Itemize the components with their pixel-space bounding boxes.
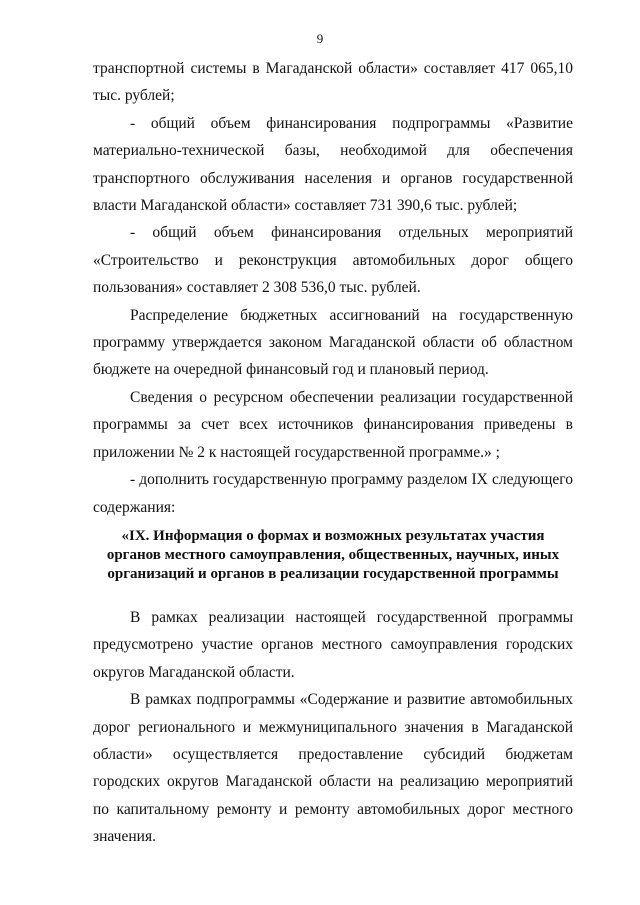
paragraph-resource-info: Сведения о ресурсном обеспечении реализации государственной программы за счет всех источников финансирования приведены в приложении № 2 к настоящей государственной программе.» ;: [93, 388, 573, 461]
section-heading: «IX. Информация о формах и возможных результатах участия органов местного самоуправления, общественных, научных, иных организаций и органов в реализации государственной программы: [106, 527, 560, 582]
paragraph-add-section: - дополнить государственную программу разделом IX следующего содержания:: [93, 471, 573, 516]
paragraph-local-government: В рамках реализации настоящей государственной программы предусмотрено участие органов местного самоуправления городских округов Магаданской области.: [93, 608, 573, 681]
paragraph-road-subsidies: В рамках подпрограммы «Содержание и развитие автомобильных дорог регионального и межмуниципального значения в Магаданской области» осуществляется предоставление субсидий бюджетам городских округов Магаданской области на реализацию мероприятий по капитальному ремонту и ремонту автомобильных дорог местного значения.: [93, 691, 573, 846]
paragraph-road-construction: - общий объем финансирования отдельных мероприятий «Строительство и реконструкция автомобильных дорог общего пользования» составляет 2 308 536,0 тыс. рублей.: [93, 224, 573, 297]
paragraph-subprogram-material-base: - общий объем финансирования подпрограммы «Развитие материально-технической базы, необходимой для обеспечения транспортного обслуживания населения и органов государственной власти Магаданской области» составляет 731 390,6 тыс. рублей;: [93, 114, 573, 215]
document-body: [93, 55, 573, 851]
paragraph-budget-allocation: Распределение бюджетных ассигнований на государственную программу утверждается законом Магаданской области об областном бюджете на очередной финансовый год и плановый период.: [93, 306, 573, 379]
page-number: 9: [316, 31, 324, 46]
paragraph-continuation: транспортной системы в Магаданской области» составляет 417 065,10 тыс. рублей;: [93, 60, 573, 105]
